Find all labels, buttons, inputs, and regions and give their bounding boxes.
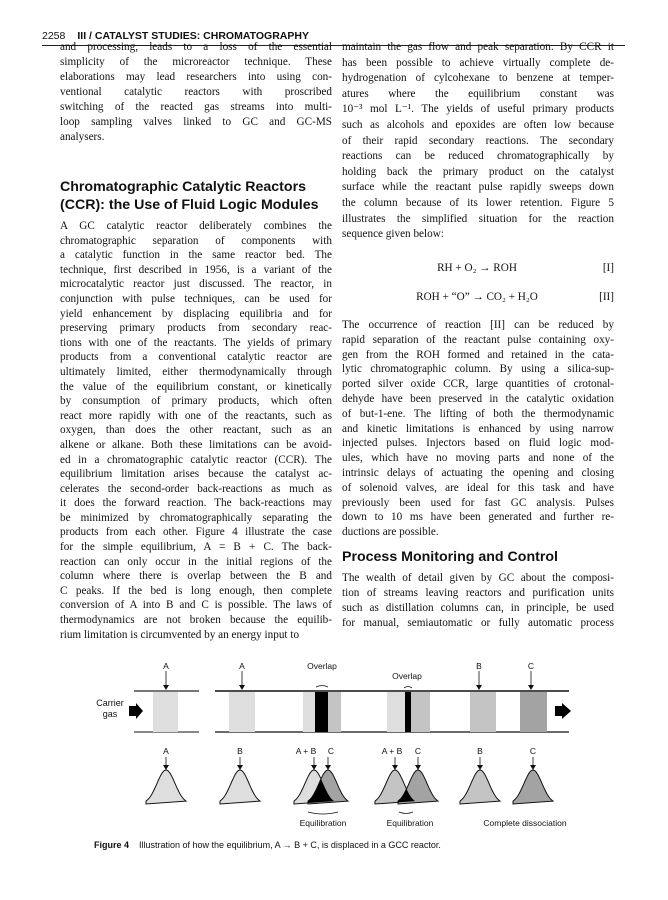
text-line: for the simple equilibrium, A = B + C. The back- xyxy=(60,541,332,554)
text-line: ultimately limited, either thermodynamically through xyxy=(60,365,332,378)
label-overlap: Overlap xyxy=(392,671,422,681)
text-line: A GC catalytic reactor deliberately combines the xyxy=(60,220,332,232)
text-line: intrinsic delays of actuating the opening and closing xyxy=(342,466,614,479)
peak-arrowhead-icon xyxy=(237,765,243,770)
text-line: such as alcohols and epoxides are often low because xyxy=(342,118,614,131)
label-overlap: Overlap xyxy=(307,661,337,671)
text-line: reactions can be reduced chromatographically by xyxy=(342,150,614,163)
band-a-overlap xyxy=(303,692,315,732)
band-b xyxy=(328,692,341,732)
peak-label: A + B xyxy=(295,746,317,756)
peak-arrowhead-icon xyxy=(392,765,398,770)
text-line: it does the forward reaction. The back-reactions may xyxy=(60,497,332,510)
peak-arrowhead-icon xyxy=(311,765,317,770)
equation-number: [II] xyxy=(599,291,614,303)
text-line: a catalytic function in the same reactor bed. The xyxy=(60,249,332,262)
text-line: equilibrium limitation arises because the catalyst ac- xyxy=(60,468,332,481)
text-line: by consumption of primary products, which often xyxy=(60,395,332,408)
equation-formula: RH + O₂ → ROH xyxy=(437,262,517,274)
equilibration-brace xyxy=(399,812,413,814)
text-line: loop sampling valves linked to GC and GC-MS xyxy=(60,116,332,128)
text-line: and kinetic limitations is enhanced by using narrow xyxy=(342,422,614,435)
carrier-gas-label: gas xyxy=(102,709,118,719)
text-line: oxygen, than does the other reactant, such as an xyxy=(60,424,332,437)
text-line: such as distillation columns can, in principle, be used xyxy=(342,602,614,614)
text-line: ules, which have no moving parts and none of the xyxy=(342,452,614,465)
text-line: of but-1-ene. The lifting of both the thermodynamic xyxy=(342,407,614,420)
text-line: chromatographic separation of components with xyxy=(60,234,332,247)
text-line: conjunction with pulse techniques, can be used for xyxy=(60,292,332,305)
text-line: of solenoid valves, are ideal for this task and have xyxy=(342,481,614,494)
text-line: maintain the gas flow and peak separation. By CCR it xyxy=(342,41,614,53)
text-line: The wealth of detail given by GC about the composi- xyxy=(342,572,614,584)
peak-b xyxy=(220,770,260,804)
text-line: thermodynamics are not broken because the equilib- xyxy=(60,614,332,627)
label-a: A xyxy=(239,661,245,671)
peak-label: B xyxy=(477,746,483,756)
carrier-gas-label: Carrier xyxy=(96,698,124,708)
section-heading: Process Monitoring and Control xyxy=(342,549,558,565)
text-line: alkene or alkane. Both these limitations can be avoid- xyxy=(60,438,332,451)
band-a xyxy=(153,692,178,732)
text-line: ventional catalytic reactors with proscribed xyxy=(60,86,332,98)
equation-formula: ROH + “O” → CO₂ + H₂O xyxy=(416,291,538,303)
equation-number: [I] xyxy=(602,262,614,274)
text-line: be minimized by chromatographically separating the xyxy=(60,511,332,524)
equilibration-label: Equilibration xyxy=(299,818,347,828)
text-line: previously been used for fast GC analysis. Pulses xyxy=(342,496,614,509)
label-b: B xyxy=(476,661,482,671)
peak-label: A xyxy=(163,746,169,756)
text-line: microcatalytic reactor just discussed. The reactor, in xyxy=(60,278,332,291)
text-line: analysers. xyxy=(60,131,105,143)
text-line: down to 10 ms have been generated and further re- xyxy=(342,511,614,524)
text-line: ed in a chromatographic catalytic reactor (CCR). The xyxy=(60,453,332,466)
overlap-brace xyxy=(404,687,412,689)
peak-arrowhead-icon xyxy=(325,765,331,770)
caption-text: Illustration of how the equilibrium, A → B + C, is displaced in a GCC reactor. xyxy=(139,840,441,850)
peak-label: C xyxy=(529,746,537,756)
equilibration-brace xyxy=(308,812,338,814)
text-line: the column because of its lower retention. Figure 5 xyxy=(342,196,614,209)
section-heading: Chromatographic Catalytic Reactors (CCR): the Use of Fluid Logic Modules xyxy=(60,179,319,213)
peak-b xyxy=(460,770,500,804)
text-line: products from a conventional catalytic reactor are xyxy=(60,351,332,364)
text-line: for manual, semiautomatic or fully automatic process xyxy=(342,617,614,629)
text-line: preserving primary products from secondary reac- xyxy=(60,322,332,335)
text-line: elaborations may lead researchers into using con- xyxy=(60,71,332,83)
section-title: III / CATALYST STUDIES: CHROMATOGRAPHY xyxy=(77,30,309,42)
text-line: of their rapid secondary reactions. The secondary xyxy=(342,134,614,147)
peak-arrowhead-icon xyxy=(530,765,536,770)
text-line: and processing, leads to a loss of the essential xyxy=(60,41,332,53)
text-line: atures where the equilibrium constant was xyxy=(342,87,614,100)
text-line: rapid separation of the reactant pulse containing oxy- xyxy=(342,333,614,346)
band-c xyxy=(520,692,547,732)
text-line: injected pulses. Injectors based on fluid logic mod- xyxy=(342,437,614,450)
text-line: rium limitation is circumvented by an energy input to xyxy=(60,628,300,641)
peak-label: A + B xyxy=(381,746,403,756)
text-line: celerates the second-order back-reactions as much as xyxy=(60,482,332,495)
peak-arrowhead-icon xyxy=(415,765,421,770)
text-line: reaction can only occur in the initial regions of the xyxy=(60,555,332,568)
text-line: ductions are possible. xyxy=(342,526,439,539)
peak-label: C xyxy=(414,746,422,756)
peak-arrowhead-icon xyxy=(163,765,169,770)
label-c: C xyxy=(527,661,535,671)
text-line: conversion of A into B and C is possible. The laws of xyxy=(60,599,332,612)
equilibration-label: Equilibration xyxy=(386,818,434,828)
flow-arrow-icon xyxy=(129,703,143,719)
figure-caption xyxy=(94,840,441,850)
text-line: the value of the equilibrium constant, or kinetically xyxy=(60,380,332,393)
text-line: 10⁻³ mol L⁻¹. The yields of useful primary products xyxy=(342,103,614,116)
text-line: ported silver oxide CCR, large quantities of crotonal- xyxy=(342,378,614,391)
text-line: sequence given below: xyxy=(342,228,444,241)
band-overlap xyxy=(315,692,328,732)
band-b xyxy=(470,692,496,732)
text-line: holding back the primary product on the catalyst xyxy=(342,165,614,178)
text-line: illustrates the simplified situation for the reaction xyxy=(342,212,614,225)
text-line: has been possible to achieve virtually complete de- xyxy=(342,56,614,69)
text-line: switching of the reacted gas streams into multi- xyxy=(60,101,332,113)
peak-label: C xyxy=(327,746,335,756)
text-line: technique, first described in 1956, is a variant of the xyxy=(60,263,332,276)
peak-arrowhead-icon xyxy=(477,765,483,770)
peak-c xyxy=(513,770,553,804)
text-line: products from each other. Figure 4 illustrate the case xyxy=(60,526,332,539)
text-line: The occurrence of reaction [II] can be reduced by xyxy=(342,319,614,331)
text-line: column where there is overlap between the B and xyxy=(60,570,332,583)
band-a xyxy=(229,692,255,732)
text-line: simplicity of the microreactor technique. These xyxy=(60,56,332,68)
flow-arrow-icon xyxy=(555,703,571,719)
peak-a xyxy=(146,770,186,804)
peak-label: B xyxy=(237,746,243,756)
text-line: yield enhancement by displacing equilibria and for xyxy=(60,307,332,320)
text-line: hydrogenation of cylcohexane to benzene at temper- xyxy=(342,72,614,85)
page-number: 2258 xyxy=(42,30,66,42)
overlap-brace xyxy=(316,686,328,688)
band-overlap xyxy=(405,692,411,732)
text-line: react more rapidly with one of the reactants, such as xyxy=(60,409,332,422)
text-line: surface while the reactant pulse rapidly sweeps down xyxy=(342,181,614,194)
band-ab xyxy=(387,692,405,732)
caption-label: Figure 4 xyxy=(94,840,130,850)
text-line: lytic chromatographic column. By using a silica-sup- xyxy=(342,363,614,376)
band-c xyxy=(411,692,430,732)
text-line: dehyde have been preserved in the catalytic oxidation xyxy=(342,392,614,405)
text-line: tion of streams leaving reactors and purification units xyxy=(342,587,614,599)
text-line: gen from the ROH formed and retained in the cata- xyxy=(342,348,614,361)
complete-dissociation-label: Complete dissociation xyxy=(483,818,567,828)
label-a: A xyxy=(163,661,169,671)
text-line: tions with one of the reactants. The yields of primary xyxy=(60,336,332,349)
text-line: C peaks. If the bed is long enough, then complete xyxy=(60,584,332,597)
